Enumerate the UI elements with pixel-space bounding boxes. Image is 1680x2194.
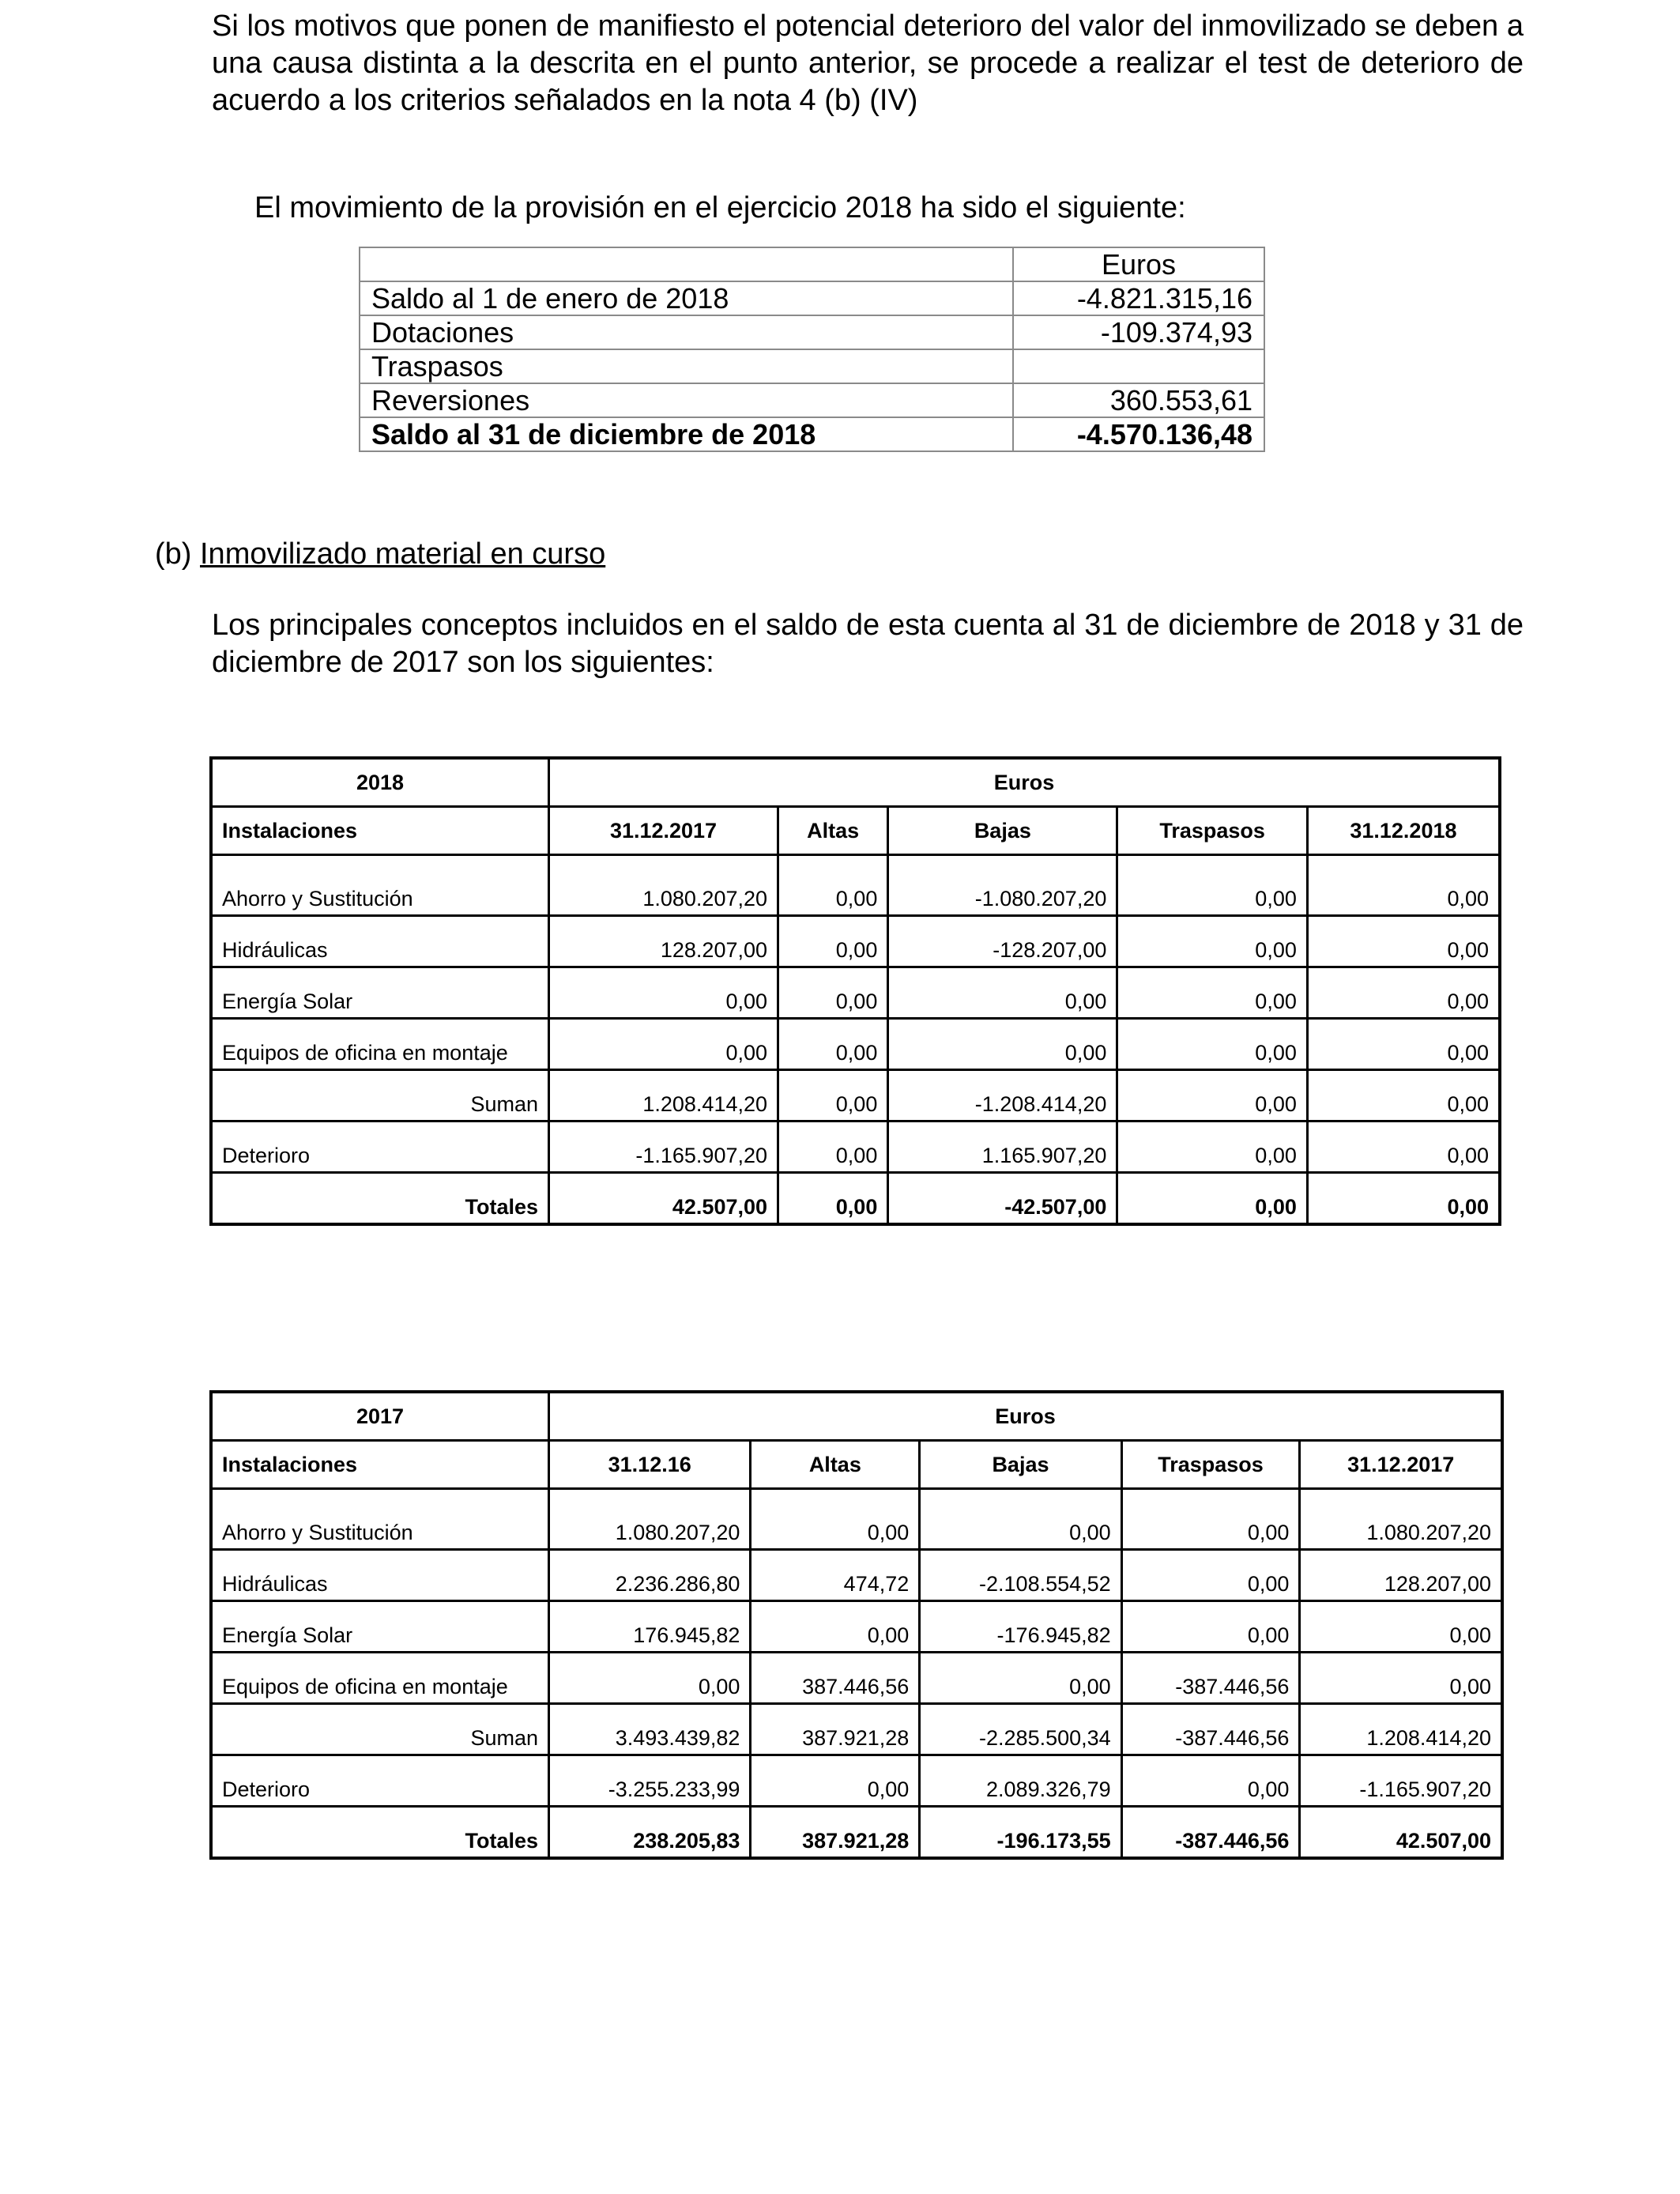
row-value: 0,00	[751, 1601, 920, 1653]
column-header: Altas	[778, 807, 888, 855]
currency-cell: Euros	[549, 758, 1501, 807]
row-label: Hidráulicas	[211, 916, 549, 967]
year-cell: 2018	[211, 758, 549, 807]
row-value: 0,00	[751, 1755, 920, 1807]
row-value: -128.207,00	[888, 916, 1117, 967]
row-value: 0,00	[1307, 1122, 1500, 1173]
table-row	[211, 855, 1500, 916]
row-value: 0,00	[1117, 1070, 1308, 1122]
table-row	[211, 1550, 1502, 1601]
row-value: 0,00	[1117, 1019, 1308, 1070]
row-value: 0,00	[1307, 967, 1500, 1019]
totals-label: Totales	[211, 1807, 549, 1859]
column-header: Bajas	[920, 1441, 1121, 1489]
row-label: Energía Solar	[211, 1601, 549, 1653]
row-value: 0,00	[888, 967, 1117, 1019]
column-header-row	[211, 1441, 1502, 1489]
year-header-row	[211, 758, 1500, 807]
row-value: 0,00	[549, 1653, 751, 1704]
row-value: 0,00	[1117, 967, 1308, 1019]
row-value: 1.080.207,20	[549, 1489, 751, 1550]
row-value: 3.493.439,82	[549, 1704, 751, 1755]
totals-value: 0,00	[1307, 1173, 1500, 1225]
section-b-prefix: (b)	[155, 537, 200, 571]
row-value: 0,00	[778, 1019, 888, 1070]
row-value: 0,00	[1121, 1601, 1300, 1653]
row-value: 1.080.207,20	[549, 855, 778, 916]
provision-row	[360, 315, 1264, 349]
totals-value: 238.205,83	[549, 1807, 751, 1859]
totals-value: 0,00	[778, 1173, 888, 1225]
provision-label: Dotaciones	[360, 315, 1013, 349]
row-value: 0,00	[778, 1070, 888, 1122]
row-label: Deterioro	[211, 1122, 549, 1173]
table-row	[211, 967, 1500, 1019]
row-value: -387.446,56	[1121, 1704, 1300, 1755]
row-value: 2.089.326,79	[920, 1755, 1121, 1807]
provision-label: Reversiones	[360, 383, 1013, 417]
provision-value: -109.374,93	[1013, 315, 1264, 349]
table-row	[211, 1019, 1500, 1070]
row-value: -1.208.414,20	[888, 1070, 1117, 1122]
row-value: 1.208.414,20	[549, 1070, 778, 1122]
table-row	[211, 1489, 1502, 1550]
row-value: 0,00	[920, 1489, 1121, 1550]
row-value: 0,00	[1121, 1550, 1300, 1601]
year-cell: 2017	[211, 1392, 549, 1441]
row-label: Suman	[211, 1070, 549, 1122]
totals-value: -196.173,55	[920, 1807, 1121, 1859]
provision-header-blank	[360, 247, 1013, 281]
row-value: 387.446,56	[751, 1653, 920, 1704]
table-row	[211, 1704, 1502, 1755]
section-b-title: Inmovilizado material en curso	[200, 537, 606, 571]
row-value: 1.208.414,20	[1300, 1704, 1502, 1755]
row-value: 0,00	[549, 1019, 778, 1070]
row-label: Energía Solar	[211, 967, 549, 1019]
column-header: Bajas	[888, 807, 1117, 855]
section-b-heading	[155, 536, 605, 573]
year-header-row	[211, 1392, 1502, 1441]
row-value: 1.080.207,20	[1300, 1489, 1502, 1550]
currency-cell: Euros	[549, 1392, 1503, 1441]
totals-value: 42.507,00	[1300, 1807, 1502, 1859]
column-header: Traspasos	[1121, 1441, 1300, 1489]
column-header: 31.12.16	[549, 1441, 751, 1489]
provision-row	[360, 281, 1264, 315]
row-value: 387.921,28	[751, 1704, 920, 1755]
row-label: Ahorro y Sustitución	[211, 855, 549, 916]
column-header: Instalaciones	[211, 1441, 549, 1489]
row-value: 1.165.907,20	[888, 1122, 1117, 1173]
table-2018	[209, 756, 1501, 1226]
totals-value: -387.446,56	[1121, 1807, 1300, 1859]
row-value: 176.945,82	[549, 1601, 751, 1653]
totals-label: Totales	[211, 1173, 549, 1225]
row-value: 0,00	[1300, 1653, 1502, 1704]
column-header: Traspasos	[1117, 807, 1308, 855]
provision-row	[360, 383, 1264, 417]
table-row	[211, 1070, 1500, 1122]
column-header: Instalaciones	[211, 807, 549, 855]
intro-paragraph	[212, 8, 1524, 119]
row-value: -176.945,82	[920, 1601, 1121, 1653]
row-label: Deterioro	[211, 1755, 549, 1807]
totals-row	[211, 1173, 1500, 1225]
provision-header-euros: Euros	[1013, 247, 1264, 281]
row-value: 0,00	[778, 967, 888, 1019]
row-value: -1.165.907,20	[549, 1122, 778, 1173]
table-row	[211, 916, 1500, 967]
row-value: -1.080.207,20	[888, 855, 1117, 916]
row-value: -3.255.233,99	[549, 1755, 751, 1807]
row-value: 2.236.286,80	[549, 1550, 751, 1601]
provision-value	[1013, 349, 1264, 383]
row-value: 0,00	[888, 1019, 1117, 1070]
provision-label: Saldo al 1 de enero de 2018	[360, 281, 1013, 315]
concepts-paragraph	[212, 607, 1524, 681]
column-header: Altas	[751, 1441, 920, 1489]
row-value: 128.207,00	[1300, 1550, 1502, 1601]
row-value: 0,00	[1307, 1070, 1500, 1122]
totals-value: 387.921,28	[751, 1807, 920, 1859]
row-label: Suman	[211, 1704, 549, 1755]
table-row	[211, 1122, 1500, 1173]
row-value: 0,00	[1117, 855, 1308, 916]
provision-label: Traspasos	[360, 349, 1013, 383]
row-value: 0,00	[1300, 1601, 1502, 1653]
row-label: Ahorro y Sustitución	[211, 1489, 549, 1550]
row-value: 0,00	[920, 1653, 1121, 1704]
row-value: 0,00	[1121, 1755, 1300, 1807]
table-row	[211, 1601, 1502, 1653]
totals-value: 0,00	[1117, 1173, 1308, 1225]
row-value: -387.446,56	[1121, 1653, 1300, 1704]
column-header-row	[211, 807, 1500, 855]
provision-header-row	[360, 247, 1264, 281]
totals-value: -42.507,00	[888, 1173, 1117, 1225]
provision-value: -4.821.315,16	[1013, 281, 1264, 315]
row-value: 0,00	[1307, 855, 1500, 916]
column-header: 31.12.2017	[549, 807, 778, 855]
movement-intro: El movimiento de la provisión en el ejercicio 2018 ha sido el siguiente:	[254, 191, 1186, 224]
totals-value: 42.507,00	[549, 1173, 778, 1225]
provision-value: -4.570.136,48	[1013, 417, 1264, 451]
row-value: 0,00	[751, 1489, 920, 1550]
row-label: Hidráulicas	[211, 1550, 549, 1601]
row-value: 0,00	[778, 855, 888, 916]
table-row	[211, 1755, 1502, 1807]
column-header: 31.12.2017	[1300, 1441, 1502, 1489]
row-value: 0,00	[778, 916, 888, 967]
provision-table	[359, 247, 1265, 452]
column-header: 31.12.2018	[1307, 807, 1500, 855]
row-value: -2.108.554,52	[920, 1550, 1121, 1601]
concepts-text: Los principales conceptos incluidos en el saldo de esta cuenta al 31 de diciembre de 2018 y 31 de diciembre de 2017 son los siguientes:	[212, 609, 1524, 679]
row-label: Equipos de oficina en montaje	[211, 1653, 549, 1704]
provision-label: Saldo al 31 de diciembre de 2018	[360, 417, 1013, 451]
row-value: 0,00	[549, 967, 778, 1019]
row-value: -2.285.500,34	[920, 1704, 1121, 1755]
row-value: -1.165.907,20	[1300, 1755, 1502, 1807]
intro-text: Si los motivos que ponen de manifiesto el potencial deterioro del valor del inmovilizado se deben a una causa distinta a la descrita en el punto anterior, se procede a realizar el test de deterioro de acuerdo a los criterios señalados en la nota 4 (b) (IV)	[212, 9, 1524, 117]
row-label: Equipos de oficina en montaje	[211, 1019, 549, 1070]
row-value: 0,00	[778, 1122, 888, 1173]
provision-row	[360, 349, 1264, 383]
row-value: 474,72	[751, 1550, 920, 1601]
row-value: 128.207,00	[549, 916, 778, 967]
row-value: 0,00	[1117, 1122, 1308, 1173]
provision-value: 360.553,61	[1013, 383, 1264, 417]
row-value: 0,00	[1121, 1489, 1300, 1550]
table-2017	[209, 1390, 1504, 1860]
totals-row	[211, 1807, 1502, 1859]
row-value: 0,00	[1307, 1019, 1500, 1070]
provision-total-row	[360, 417, 1264, 451]
row-value: 0,00	[1117, 916, 1308, 967]
table-row	[211, 1653, 1502, 1704]
row-value: 0,00	[1307, 916, 1500, 967]
